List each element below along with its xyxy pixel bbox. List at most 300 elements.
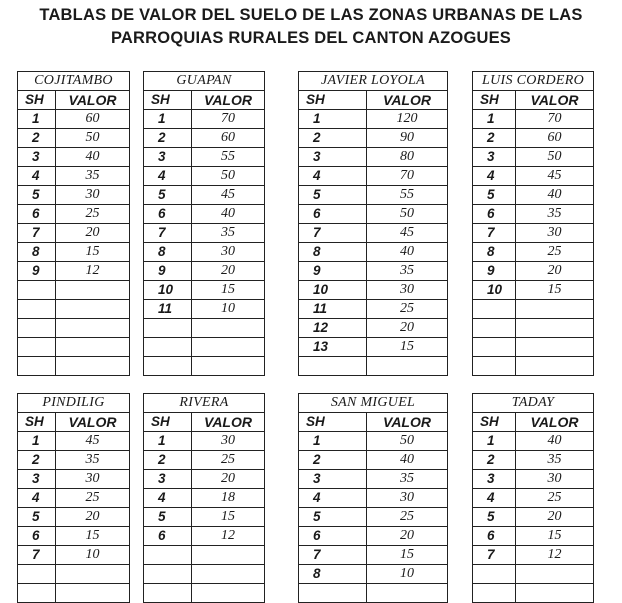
sh-cell: 4 <box>18 167 56 186</box>
valor-cell: 40 <box>516 432 594 451</box>
table-row <box>473 167 594 186</box>
sh-cell: 8 <box>18 243 56 262</box>
table-row <box>144 129 265 148</box>
sh-cell: 2 <box>18 451 56 470</box>
valor-cell <box>56 357 130 376</box>
table-row <box>18 205 130 224</box>
table-row <box>299 224 448 243</box>
sh-cell: 7 <box>473 224 516 243</box>
sh-cell <box>18 300 56 319</box>
sh-cell: 3 <box>144 148 192 167</box>
valor-cell: 10 <box>192 300 265 319</box>
sh-cell: 3 <box>473 148 516 167</box>
parish-name: RIVERA <box>144 394 265 413</box>
valor-cell: 15 <box>192 281 265 300</box>
sh-cell: 10 <box>144 281 192 300</box>
valor-table <box>17 393 130 603</box>
sh-cell: 1 <box>299 110 367 129</box>
table-row <box>473 357 594 376</box>
sh-cell <box>18 565 56 584</box>
sh-cell: 5 <box>144 508 192 527</box>
table-header-row <box>144 413 265 432</box>
sh-cell: 3 <box>144 470 192 489</box>
table-row <box>144 565 265 584</box>
column-header-sh: SH <box>144 91 192 110</box>
valor-cell: 20 <box>516 508 594 527</box>
valor-cell: 35 <box>56 167 130 186</box>
sh-cell: 4 <box>299 489 367 508</box>
sh-cell <box>473 319 516 338</box>
table-row <box>144 167 265 186</box>
valor-cell: 90 <box>367 129 448 148</box>
table-name-row <box>473 72 594 91</box>
valor-cell: 25 <box>516 489 594 508</box>
valor-cell: 12 <box>516 546 594 565</box>
sh-cell: 1 <box>473 110 516 129</box>
valor-table <box>472 71 594 376</box>
table-row <box>18 565 130 584</box>
valor-cell: 20 <box>367 527 448 546</box>
sh-cell: 5 <box>473 186 516 205</box>
valor-cell: 35 <box>192 224 265 243</box>
parish-name: SAN MIGUEL <box>299 394 448 413</box>
table-header-row <box>144 91 265 110</box>
valor-cell: 30 <box>367 281 448 300</box>
valor-cell <box>516 338 594 357</box>
sh-cell: 5 <box>299 186 367 205</box>
valor-cell: 10 <box>367 565 448 584</box>
valor-cell: 10 <box>56 546 130 565</box>
valor-table <box>298 393 448 603</box>
valor-cell: 12 <box>56 262 130 281</box>
sh-cell: 4 <box>299 167 367 186</box>
table-row <box>473 508 594 527</box>
sh-cell <box>473 357 516 376</box>
sh-cell: 12 <box>299 319 367 338</box>
column-header-sh: SH <box>299 91 367 110</box>
valor-cell: 25 <box>56 489 130 508</box>
valor-cell: 30 <box>56 186 130 205</box>
table-row <box>18 186 130 205</box>
valor-cell: 20 <box>516 262 594 281</box>
valor-cell <box>516 565 594 584</box>
table-row <box>299 565 448 584</box>
sh-cell: 8 <box>473 243 516 262</box>
sh-cell: 3 <box>299 148 367 167</box>
sh-cell: 5 <box>473 508 516 527</box>
valor-cell: 70 <box>516 110 594 129</box>
table-row <box>18 224 130 243</box>
sh-cell <box>144 338 192 357</box>
sh-cell: 6 <box>18 205 56 224</box>
sh-cell: 2 <box>473 129 516 148</box>
parish-name: LUIS CORDERO <box>473 72 594 91</box>
sh-cell: 9 <box>18 262 56 281</box>
valor-cell: 60 <box>192 129 265 148</box>
valor-cell <box>56 565 130 584</box>
sh-cell <box>144 319 192 338</box>
valor-cell: 45 <box>192 186 265 205</box>
table-row <box>299 110 448 129</box>
sh-cell: 1 <box>299 432 367 451</box>
valor-cell: 40 <box>367 451 448 470</box>
sh-cell: 7 <box>473 546 516 565</box>
valor-cell: 15 <box>367 338 448 357</box>
table-row <box>299 470 448 489</box>
table-row <box>144 432 265 451</box>
column-header-valor: VALOR <box>192 91 265 110</box>
valor-cell: 50 <box>192 167 265 186</box>
valor-cell: 45 <box>56 432 130 451</box>
sh-cell: 1 <box>473 432 516 451</box>
parish-name: TADAY <box>473 394 594 413</box>
sh-cell <box>18 319 56 338</box>
sh-cell: 13 <box>299 338 367 357</box>
valor-cell <box>56 338 130 357</box>
valor-cell <box>56 281 130 300</box>
valor-cell: 50 <box>516 148 594 167</box>
sh-cell: 4 <box>18 489 56 508</box>
table-header-row <box>18 413 130 432</box>
table-row <box>473 489 594 508</box>
valor-cell: 55 <box>192 148 265 167</box>
table-row <box>18 432 130 451</box>
sh-cell: 2 <box>299 451 367 470</box>
valor-cell <box>56 300 130 319</box>
sh-cell: 1 <box>18 432 56 451</box>
table-row <box>18 527 130 546</box>
table-row <box>144 281 265 300</box>
sh-cell: 2 <box>144 451 192 470</box>
sh-cell: 7 <box>18 546 56 565</box>
table-row <box>18 262 130 281</box>
table-row <box>473 129 594 148</box>
sh-cell: 10 <box>299 281 367 300</box>
sh-cell: 6 <box>18 527 56 546</box>
table-header-row <box>18 91 130 110</box>
table-row <box>299 281 448 300</box>
valor-cell: 15 <box>56 527 130 546</box>
sh-cell: 4 <box>144 167 192 186</box>
table-row <box>144 205 265 224</box>
table-row <box>18 357 130 376</box>
sh-cell: 3 <box>473 470 516 489</box>
sh-cell: 3 <box>18 148 56 167</box>
valor-cell: 15 <box>516 281 594 300</box>
valor-cell: 55 <box>367 186 448 205</box>
table-row <box>18 243 130 262</box>
valor-cell <box>367 357 448 376</box>
valor-cell <box>516 319 594 338</box>
table-header-row <box>299 91 448 110</box>
sh-cell <box>473 565 516 584</box>
valor-table <box>298 71 448 376</box>
valor-cell: 20 <box>192 470 265 489</box>
table-row <box>299 262 448 281</box>
valor-cell: 20 <box>367 319 448 338</box>
sh-cell: 3 <box>299 470 367 489</box>
sh-cell: 4 <box>473 489 516 508</box>
table-row <box>18 508 130 527</box>
sh-cell: 2 <box>144 129 192 148</box>
valor-cell: 40 <box>516 186 594 205</box>
valor-cell: 15 <box>516 527 594 546</box>
table-row <box>18 148 130 167</box>
valor-table <box>143 71 265 376</box>
valor-cell: 18 <box>192 489 265 508</box>
table-row <box>18 546 130 565</box>
table-row <box>473 470 594 489</box>
column-header-sh: SH <box>299 413 367 432</box>
table-name-row <box>473 394 594 413</box>
table-row <box>299 432 448 451</box>
valor-cell: 70 <box>192 110 265 129</box>
table-row <box>299 527 448 546</box>
valor-table <box>17 71 130 376</box>
sh-cell: 6 <box>144 205 192 224</box>
valor-cell: 15 <box>367 546 448 565</box>
sh-cell: 6 <box>299 527 367 546</box>
sh-cell: 3 <box>18 470 56 489</box>
valor-cell: 70 <box>367 167 448 186</box>
valor-cell: 60 <box>516 129 594 148</box>
table-row <box>473 338 594 357</box>
valor-cell: 30 <box>367 489 448 508</box>
sh-cell: 4 <box>473 167 516 186</box>
table-row <box>144 527 265 546</box>
table-name-row <box>144 394 265 413</box>
sh-cell: 1 <box>144 110 192 129</box>
sh-cell <box>473 300 516 319</box>
valor-cell <box>192 565 265 584</box>
table-row <box>144 186 265 205</box>
column-header-sh: SH <box>473 91 516 110</box>
table-row <box>144 489 265 508</box>
valor-cell: 40 <box>192 205 265 224</box>
sh-cell: 4 <box>144 489 192 508</box>
table-row <box>18 338 130 357</box>
sh-cell: 5 <box>18 186 56 205</box>
valor-cell: 50 <box>56 129 130 148</box>
valor-cell <box>56 319 130 338</box>
table-row <box>473 110 594 129</box>
valor-cell: 20 <box>56 508 130 527</box>
valor-cell: 20 <box>56 224 130 243</box>
table-row <box>18 281 130 300</box>
valor-cell: 35 <box>367 470 448 489</box>
table-row <box>144 262 265 281</box>
table-row <box>18 110 130 129</box>
valor-cell: 25 <box>192 451 265 470</box>
sh-cell: 6 <box>473 527 516 546</box>
column-header-valor: VALOR <box>367 91 448 110</box>
sh-cell <box>144 546 192 565</box>
valor-cell <box>516 357 594 376</box>
sh-cell <box>18 357 56 376</box>
table-name-row <box>18 394 130 413</box>
table-row <box>299 129 448 148</box>
valor-cell: 40 <box>367 243 448 262</box>
valor-cell: 25 <box>367 300 448 319</box>
table-row <box>299 546 448 565</box>
column-header-valor: VALOR <box>192 413 265 432</box>
sh-cell: 6 <box>473 205 516 224</box>
table-row <box>144 243 265 262</box>
sh-cell <box>473 338 516 357</box>
table-row <box>299 357 448 376</box>
valor-table <box>143 393 265 603</box>
valor-cell: 35 <box>516 451 594 470</box>
valor-cell: 30 <box>56 470 130 489</box>
valor-cell: 30 <box>192 432 265 451</box>
sh-cell <box>144 565 192 584</box>
sh-cell: 1 <box>144 432 192 451</box>
valor-cell: 120 <box>367 110 448 129</box>
table-row <box>144 451 265 470</box>
valor-cell <box>192 357 265 376</box>
table-row <box>473 432 594 451</box>
table-row <box>18 167 130 186</box>
valor-cell: 50 <box>367 205 448 224</box>
sh-cell: 8 <box>144 243 192 262</box>
valor-cell: 80 <box>367 148 448 167</box>
sh-cell: 11 <box>144 300 192 319</box>
sh-cell: 1 <box>18 110 56 129</box>
table-row <box>144 319 265 338</box>
table-row <box>299 338 448 357</box>
document-title <box>0 4 622 50</box>
valor-cell <box>192 319 265 338</box>
sh-cell <box>18 338 56 357</box>
sh-cell: 7 <box>144 224 192 243</box>
table-name-row <box>299 72 448 91</box>
table-row <box>18 451 130 470</box>
column-header-sh: SH <box>18 91 56 110</box>
sh-cell: 2 <box>473 451 516 470</box>
sh-cell: 6 <box>299 205 367 224</box>
table-row <box>473 281 594 300</box>
column-header-sh: SH <box>144 413 192 432</box>
valor-cell: 15 <box>56 243 130 262</box>
table-row <box>144 508 265 527</box>
valor-table <box>472 393 594 603</box>
valor-cell: 45 <box>516 167 594 186</box>
valor-cell: 35 <box>56 451 130 470</box>
sh-cell: 9 <box>299 262 367 281</box>
table-name-row <box>299 394 448 413</box>
sh-cell <box>299 357 367 376</box>
valor-cell: 45 <box>367 224 448 243</box>
valor-cell: 12 <box>192 527 265 546</box>
sh-cell: 9 <box>144 262 192 281</box>
table-name-row <box>144 72 265 91</box>
sh-cell <box>18 281 56 300</box>
table-row <box>299 167 448 186</box>
table-row <box>144 224 265 243</box>
table-row <box>473 224 594 243</box>
table-row <box>144 546 265 565</box>
valor-cell: 50 <box>367 432 448 451</box>
table-row <box>144 110 265 129</box>
parish-name: COJITAMBO <box>18 72 130 91</box>
table-header-row <box>299 413 448 432</box>
table-row <box>473 186 594 205</box>
table-row <box>144 338 265 357</box>
table-row <box>473 205 594 224</box>
valor-cell: 40 <box>56 148 130 167</box>
table-row <box>473 527 594 546</box>
table-row <box>473 243 594 262</box>
sh-cell <box>144 357 192 376</box>
sh-cell: 11 <box>299 300 367 319</box>
valor-cell: 35 <box>516 205 594 224</box>
sh-cell: 9 <box>473 262 516 281</box>
sh-cell: 10 <box>473 281 516 300</box>
table-name-row <box>18 72 130 91</box>
table-row <box>299 148 448 167</box>
valor-cell <box>516 300 594 319</box>
table-header-row <box>473 91 594 110</box>
table-row <box>473 546 594 565</box>
column-header-sh: SH <box>473 413 516 432</box>
valor-cell: 60 <box>56 110 130 129</box>
table-row <box>144 357 265 376</box>
table-row <box>18 470 130 489</box>
table-row <box>299 508 448 527</box>
table-row <box>299 300 448 319</box>
valor-cell: 30 <box>516 224 594 243</box>
column-header-valor: VALOR <box>516 91 594 110</box>
table-row <box>18 129 130 148</box>
table-row <box>473 148 594 167</box>
sh-cell: 2 <box>299 129 367 148</box>
table-row <box>299 451 448 470</box>
table-row <box>473 300 594 319</box>
table-row <box>299 186 448 205</box>
table-header-row <box>473 413 594 432</box>
sh-cell: 5 <box>144 186 192 205</box>
title-line-2: PARROQUIAS RURALES DEL CANTON AZOGUES <box>110 29 512 47</box>
table-row <box>299 243 448 262</box>
table-row <box>299 319 448 338</box>
table-row <box>299 205 448 224</box>
valor-cell: 25 <box>56 205 130 224</box>
column-header-valor: VALOR <box>56 413 130 432</box>
parish-name: JAVIER LOYOLA <box>299 72 448 91</box>
title-line-1: TABLAS DE VALOR DEL SUELO DE LAS ZONAS URBANAS DE LAS <box>39 6 583 24</box>
table-row <box>299 489 448 508</box>
table-row <box>18 489 130 508</box>
valor-cell: 25 <box>367 508 448 527</box>
table-row <box>144 148 265 167</box>
sh-cell: 6 <box>144 527 192 546</box>
sh-cell: 5 <box>299 508 367 527</box>
table-row <box>18 319 130 338</box>
table-row <box>144 300 265 319</box>
column-header-valor: VALOR <box>56 91 130 110</box>
valor-cell <box>192 338 265 357</box>
column-header-valor: VALOR <box>367 413 448 432</box>
table-row <box>144 470 265 489</box>
sh-cell: 8 <box>299 243 367 262</box>
sh-cell: 7 <box>299 224 367 243</box>
valor-cell: 30 <box>516 470 594 489</box>
table-row <box>473 565 594 584</box>
parish-name: GUAPAN <box>144 72 265 91</box>
table-row <box>473 451 594 470</box>
valor-cell: 35 <box>367 262 448 281</box>
table-row <box>473 319 594 338</box>
